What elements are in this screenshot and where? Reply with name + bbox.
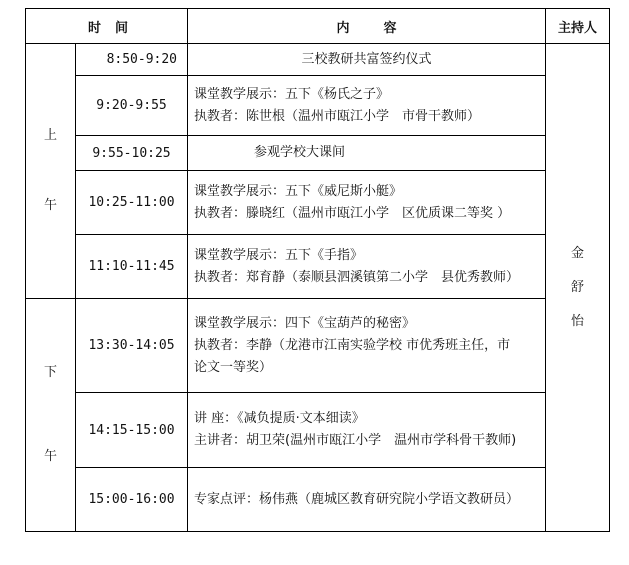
header-host: 主持人 xyxy=(546,9,610,44)
header-content: 内容 xyxy=(188,9,546,44)
row-time: 9:55-10:25 xyxy=(76,136,188,171)
content-line: 执教者：郑育静（泰顺县泗溪镇第二小学 县优秀教师） xyxy=(194,269,520,285)
row-content xyxy=(188,468,546,532)
header-time: 时间 xyxy=(26,9,188,44)
row-content xyxy=(188,171,546,235)
row-time: 13:30-14:05 xyxy=(76,299,188,393)
row-content xyxy=(188,299,546,393)
table-row xyxy=(26,76,610,136)
content-line: 执教者：陈世根（温州市瓯江小学 市骨干教师） xyxy=(194,108,481,124)
content-line: 课堂教学展示：五下《杨氏之子》 xyxy=(194,86,390,102)
content-line: 三校教研共富签约仪式 xyxy=(301,51,432,67)
content-line: 参观学校大课间 xyxy=(254,145,346,160)
row-content xyxy=(188,235,546,299)
schedule-table xyxy=(25,8,610,532)
period-afternoon-char-2: 午 xyxy=(43,449,57,464)
content-line: 课堂教学展示：四下《宝葫芦的秘密》 xyxy=(194,315,416,331)
period-morning-char-1: 上 xyxy=(43,128,57,143)
period-afternoon xyxy=(26,299,76,532)
table-row xyxy=(26,44,610,76)
row-time: 11:10-11:45 xyxy=(76,235,188,299)
period-morning-char-2: 午 xyxy=(43,198,57,213)
row-content xyxy=(188,136,546,171)
header-row xyxy=(26,9,610,44)
content-line: 课堂教学展示：五下《手指》 xyxy=(194,247,364,263)
content-line: 讲 座：《减负提质·文本细读》 xyxy=(194,411,365,426)
content-line: 专家点评：杨伟燕（鹿城区教育研究院小学语文教研员） xyxy=(194,491,520,507)
row-time: 10:25-11:00 xyxy=(76,171,188,235)
host-char-1: 金 xyxy=(571,245,585,261)
row-time: 9:20-9:55 xyxy=(76,76,188,136)
content-line: 主讲者：胡卫荣(温州市瓯江小学 温州市学科骨干教师) xyxy=(194,433,517,448)
row-time: 8:50-9:20 xyxy=(76,44,188,76)
table-row xyxy=(26,393,610,468)
table-row xyxy=(26,235,610,299)
table-row xyxy=(26,468,610,532)
host-cell xyxy=(546,44,610,532)
row-content xyxy=(188,393,546,468)
table-row xyxy=(26,171,610,235)
row-time: 15:00-16:00 xyxy=(76,468,188,532)
content-line: 执教者：李静（龙港市江南实验学校 市优秀班主任，市 xyxy=(194,337,511,353)
row-content xyxy=(188,44,546,76)
table-row xyxy=(26,299,610,393)
content-line: 执教者：滕晓红（温州市瓯江小学 区优质课二等奖 ） xyxy=(194,205,511,221)
row-time: 14:15-15:00 xyxy=(76,393,188,468)
host-char-3: 怡 xyxy=(571,313,585,329)
period-morning xyxy=(26,44,76,299)
content-line: 论文一等奖） xyxy=(194,359,273,375)
period-afternoon-char-1: 下 xyxy=(43,365,57,380)
host-char-2: 舒 xyxy=(571,279,585,295)
content-line: 课堂教学展示：五下《威尼斯小艇》 xyxy=(194,183,403,199)
table-row xyxy=(26,136,610,171)
row-content xyxy=(188,76,546,136)
